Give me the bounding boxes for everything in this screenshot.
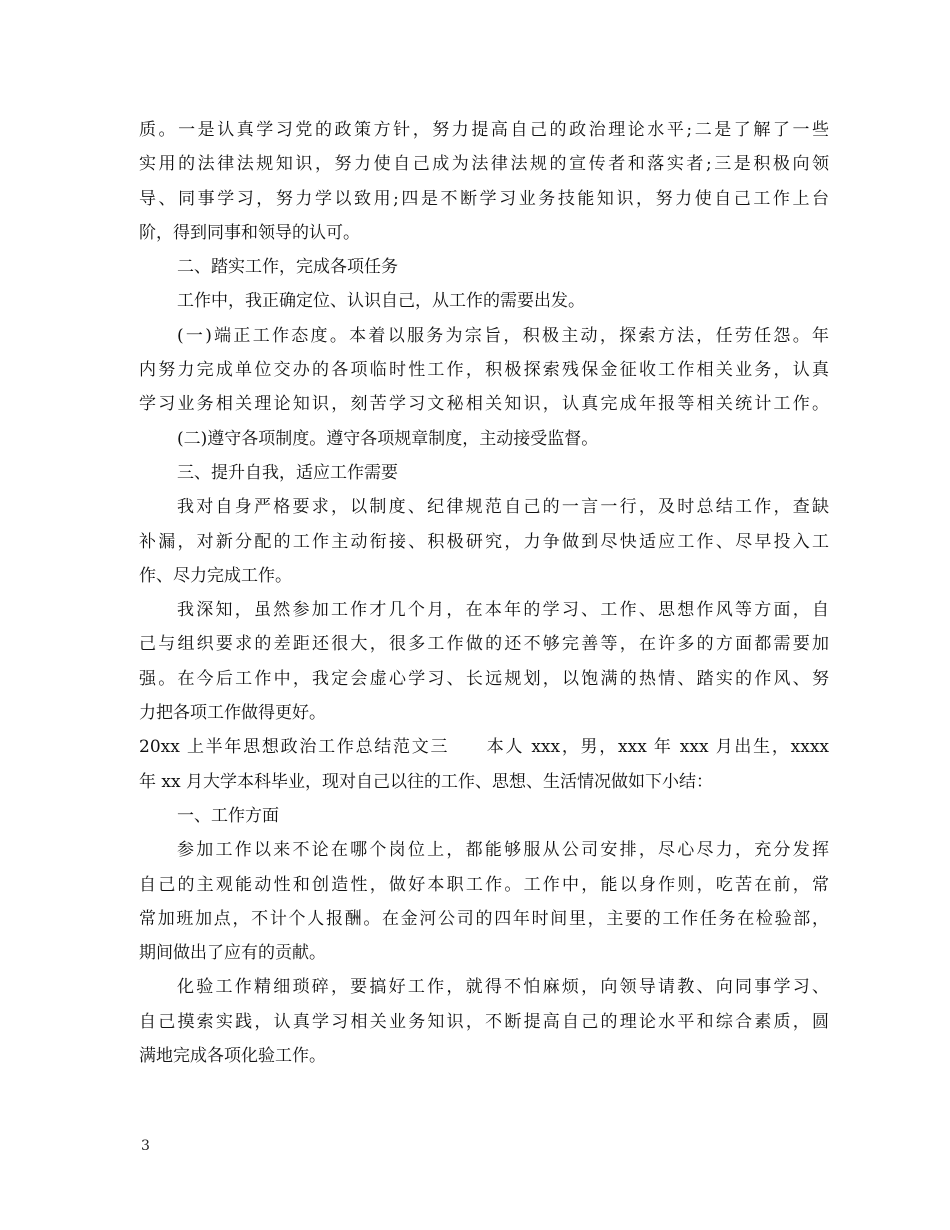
text-line: 期间做出了应有的贡献。 bbox=[139, 943, 326, 964]
text-line: 我深知，虽然参加工作才几个月，在本年的学习、工作、思想作风等方面，自 bbox=[177, 600, 829, 621]
text-line: 参加工作以来不论在哪个岗位上，都能够服从公司安排，尽心尽力，充分发挥 bbox=[177, 840, 829, 861]
text-line: (一)端正工作态度。本着以服务为宗旨，积极主动，探索方法，任劳任怨。年 bbox=[177, 325, 829, 346]
text-line: 满地完成各项化验工作。 bbox=[139, 1046, 326, 1067]
text-line: (二)遵守各项制度。遵守各项规章制度，主动接受监督。 bbox=[177, 428, 599, 449]
text-line: 工作中，我正确定位、认识自己，从工作的需要出发。 bbox=[177, 291, 585, 312]
text-line: 自己摸索实践，认真学习相关业务知识，不断提高自己的理论水平和综合素质，圆 bbox=[139, 1011, 829, 1032]
text-line: 力把各项工作做得更好。 bbox=[139, 703, 326, 724]
text-line: 自己的主观能动性和创造性，做好本职工作。工作中，能以身作则，吃苦在前，常 bbox=[139, 874, 829, 895]
text-line: 实用的法律法规知识，努力使自己成为法律法规的宣传者和落实者;三是积极向领 bbox=[139, 154, 829, 175]
text-line: 我对自身严格要求，以制度、纪律规范自己的一言一行，及时总结工作，查缺 bbox=[177, 497, 829, 518]
text-line: 强。在今后工作中，我定会虚心学习、长远规划，以饱满的热情、踏实的作风、努 bbox=[139, 668, 829, 689]
text-line: 二、踏实工作，完成各项任务 bbox=[177, 257, 398, 278]
text-line: 常加班加点，不计个人报酬。在金河公司的四年时间里，主要的工作任务在检验部， bbox=[139, 908, 829, 929]
text-line: 质。一是认真学习党的政策方针，努力提高自己的政治理论水平;二是了解了一些 bbox=[139, 120, 829, 140]
text-line: 导、同事学习，努力学以致用;四是不断学习业务技能知识，努力使自己工作上台 bbox=[139, 188, 829, 209]
text-line: 学习业务相关理论知识，刻苦学习文秘相关知识，认真完成年报等相关统计工作。 bbox=[139, 394, 829, 415]
text-line: 年 xx 月大学本科毕业，现对自己以往的工作、思想、生活情况做如下小结： bbox=[139, 771, 713, 792]
text-line: 三、提升自我，适应工作需要 bbox=[177, 462, 398, 483]
document-body bbox=[139, 113, 829, 1073]
text-line: 化验工作精细琐碎，要搞好工作，就得不怕麻烦，向领导请教、向同事学习、 bbox=[177, 977, 829, 998]
text-line: 内努力完成单位交办的各项临时性工作，积极探索残保金征收工作相关业务，认真 bbox=[139, 360, 829, 381]
text-line: 阶，得到同事和领导的认可。 bbox=[139, 222, 360, 243]
text-line: 补漏，对新分配的工作主动衔接、积极研究，力争做到尽快适应工作、尽早投入工 bbox=[139, 531, 829, 552]
text-line: 作、尽力完成工作。 bbox=[139, 565, 292, 586]
text-line: 一、工作方面 bbox=[177, 805, 279, 826]
page-number: 3 bbox=[141, 1138, 150, 1154]
text-line: 己与组织要求的差距还很大，很多工作做的还不够完善等，在许多的方面都需要加 bbox=[139, 634, 829, 655]
text-line: 20xx 上半年思想政治工作总结范文三 本人 xxx，男，xxx 年 xxx 月出生，xxxx bbox=[139, 737, 829, 758]
